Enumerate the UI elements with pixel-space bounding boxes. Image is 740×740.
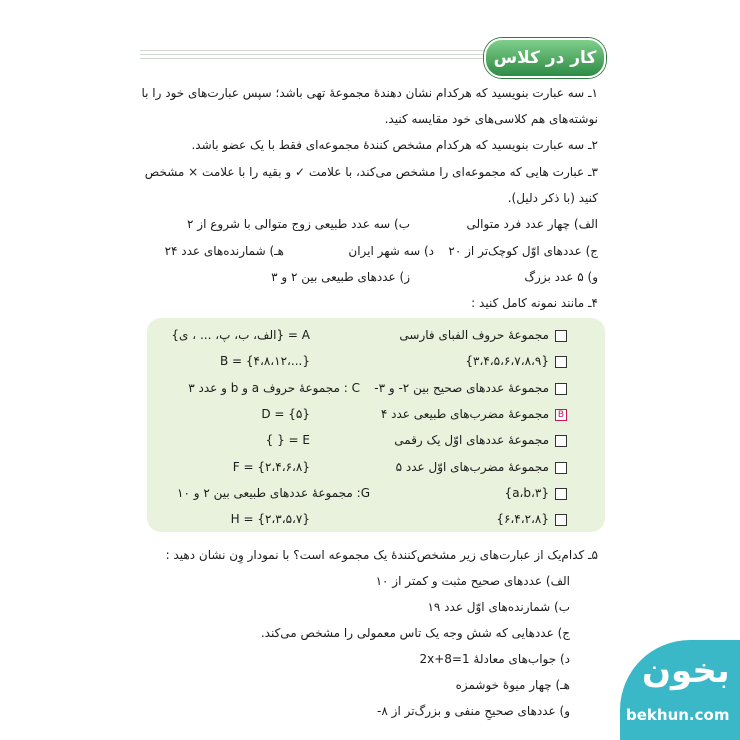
question-1-line-2: نوشته‌های هم کلاسی‌های خود مقایسه کنید. [384, 112, 598, 126]
row-left-text: G: مجموعۀ عددهای طبیعی بین ۲ و ۱۰ [177, 486, 370, 500]
q3-option-f: و) ۵ عدد بزرگ [524, 270, 598, 284]
q5-option: ب) شمارنده‌های اوّل عدد ۱۹ [427, 600, 570, 614]
row-left-text: E = { } [265, 433, 310, 447]
question-3-line-2: کنید (با ذکر دلیل). [507, 191, 598, 205]
row-right-text: مجموعۀ حروف الفبای فارسی [399, 328, 549, 342]
question-1-line-1: ۱ـ سه عبارت بنویسید که هرکدام نشان دهندۀ مجموعۀ تهی باشد؛ سپس عبارت‌های خود را با [141, 86, 598, 100]
q3-option-e: هـ) شمارنده‌های عدد ۲۴ [164, 244, 284, 258]
question-5: ۵ـ کدام‌یک از عبارت‌های زیر مشخص‌کنندۀ یک مجموعه است؟ با نمودار وِن نشان دهید : [165, 548, 598, 562]
row-left-text: F = {۲،۴،۶،۸} [232, 460, 310, 474]
row-right-text: {۳،۴،۵،۶،۷،۸،۹} [465, 354, 549, 368]
q3-option-d: د) سه شهر ایران [348, 244, 434, 258]
row-right-text: {۳،a،b} [504, 486, 549, 500]
row-checkbox[interactable] [555, 330, 567, 342]
row-checkbox[interactable] [555, 462, 567, 474]
row-checkbox-marked[interactable]: B [555, 409, 567, 421]
q3-option-c: ج) عددهای اوّل کوچک‌تر از ۲۰ [448, 244, 598, 258]
row-left-text: D = {۵} [261, 407, 310, 421]
row-left-text: H = {۲،۳،۵،۷} [230, 512, 310, 526]
q3-option-a: الف) چهار عدد فرد متوالی [466, 217, 598, 231]
row-checkbox[interactable] [555, 383, 567, 395]
q5-option: ج) عددهایی که شش وجه یک تاس معمولی را مشخص می‌کند. [260, 626, 570, 640]
row-right-text: مجموعۀ مضرب‌های طبیعی عدد ۴ [380, 407, 549, 421]
watermark-logo [620, 640, 740, 740]
row-checkbox[interactable] [555, 356, 567, 368]
question-4: ۴ـ مانند نمونه کامل کنید : [471, 296, 598, 310]
row-left-text: A = {الف، ب، پ، ... ، ی} [171, 328, 310, 342]
q5-option: د) جواب‌های معادلۀ 2x+8=1 [419, 652, 570, 666]
question-2: ۲ـ سه عبارت بنویسید که هرکدام مشخص کنندۀ مجموعه‌ای فقط با یک عضو باشد. [191, 138, 598, 152]
watermark-text: bekhun.com [626, 706, 730, 724]
row-left-text: C : مجموعۀ حروف a و b و عدد ۳ [188, 381, 360, 395]
row-checkbox[interactable] [555, 514, 567, 526]
row-checkbox[interactable] [555, 488, 567, 500]
bekhun-logo-icon: بخون [642, 651, 730, 691]
q5-option: الف) عددهای صحیح مثبت و کمتر از ۱۰ [375, 574, 570, 588]
row-right-text: {۶،۴،۲،۸} [496, 512, 549, 526]
row-left-text: B = {۴،۸،۱۲،...} [219, 354, 310, 368]
q3-option-g: ز) عددهای طبیعی بین ۲ و ۳ [271, 270, 410, 284]
q5-option: و) عددهای صحیحِ منفی و بزرگ‌تر از ۸- [377, 704, 570, 718]
q3-option-b: ب) سه عدد طبیعی زوج متوالی با شروع از ۲ [187, 217, 410, 231]
row-right-text: مجموعۀ عددهای صحیح بین ۲- و ۳- [374, 381, 549, 395]
section-badge: کار در کلاس [484, 38, 606, 78]
row-checkbox[interactable] [555, 435, 567, 447]
row-right-text: مجموعۀ مضرب‌های اوّل عدد ۵ [395, 460, 549, 474]
row-right-text: مجموعۀ عددهای اوّل یک رقمی [394, 433, 549, 447]
q5-option: هـ) چهار میوۀ خوشمزه [455, 678, 570, 692]
question-3-line-1: ۳ـ عبارت هایی که مجموعه‌ای را مشخص می‌کند، با علامت ✓ و بقیه را با علامت × مشخص [144, 165, 598, 179]
